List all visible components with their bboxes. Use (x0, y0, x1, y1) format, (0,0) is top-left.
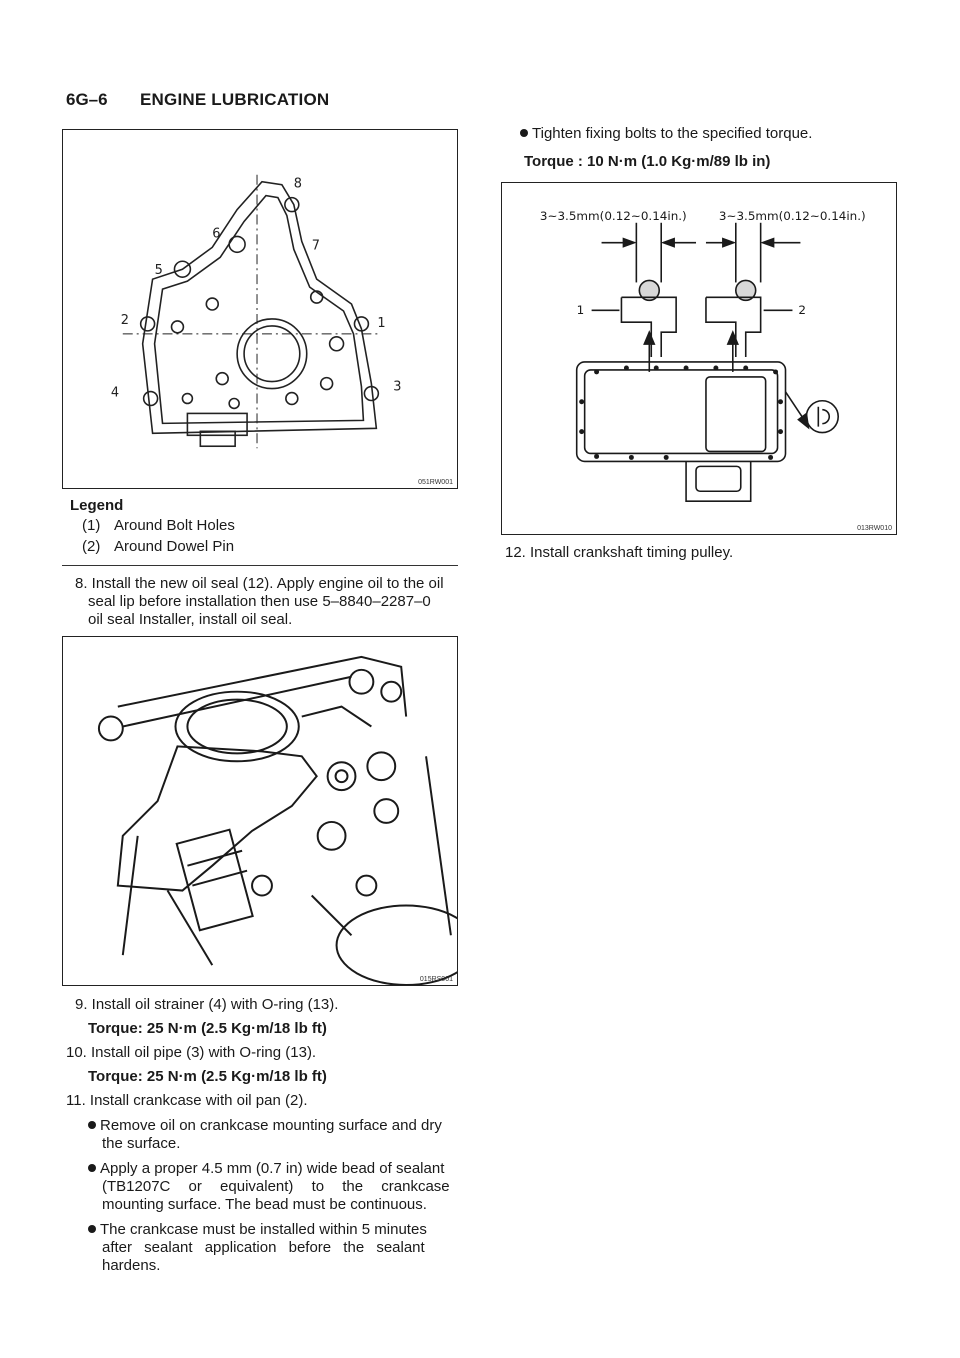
callout-1: 1 (377, 315, 386, 331)
step-11: 11. Install crankcase with oil pan (2). (66, 1092, 308, 1109)
bullet-text: after sealant application before the sealant (102, 1239, 425, 1256)
section-code: 6G–6 (66, 90, 108, 109)
page-title: ENGINE LUBRICATION (140, 90, 330, 109)
bullet-text: Remove oil on crankcase mounting surface and dry (100, 1117, 442, 1134)
step-10-torque: Torque: 25 N·m (2.5 Kg·m/18 lb ft) (88, 1068, 327, 1085)
callout-3: 3 (393, 379, 402, 395)
dim-label-left: 3~3.5mm(0.12~0.14in.) (539, 208, 687, 223)
crankcase-drawing (502, 183, 896, 534)
bullet-text: The crankcase must be installed within 5 minutes (100, 1221, 427, 1238)
bullet-text: mounting surface. The bead must be continuous. (102, 1196, 427, 1213)
callout-6: 6 (212, 226, 221, 242)
part-label-1: 1 (576, 303, 585, 318)
dim-label-right: 3~3.5mm(0.12~0.14in.) (718, 208, 866, 223)
figure-code: 015RS001 (419, 976, 453, 983)
bullet-icon (88, 1225, 96, 1233)
legend-divider (62, 565, 458, 566)
bullet-item (88, 1160, 444, 1178)
legend-item-num: (1) (82, 517, 101, 534)
bullet-icon (88, 1121, 96, 1129)
right-torque: Torque : 10 N·m (1.0 Kg·m/89 lb in) (524, 153, 771, 170)
callout-8: 8 (293, 176, 303, 192)
legend-title: Legend (70, 497, 124, 514)
oil-seal-drawing (63, 637, 457, 985)
bullet-item (88, 1117, 442, 1135)
legend-item-text: Around Dowel Pin (114, 538, 235, 555)
callout-2: 2 (120, 312, 129, 328)
step-12: 12. Install crankshaft timing pulley. (505, 544, 734, 561)
bullet-text: Apply a proper 4.5 mm (0.7 in) wide bead of sealant (100, 1160, 445, 1177)
bullet-text: (TB1207C or equivalent) to the crankcase (102, 1178, 450, 1195)
callout-4: 4 (110, 385, 120, 401)
figure-oil-seal-install (62, 636, 458, 986)
figure-code: 013RW010 (857, 525, 892, 532)
legend-item-text: Around Bolt Holes (114, 517, 235, 534)
bullet-text: Tighten fixing bolts to the specified torque. (532, 125, 813, 142)
step-9-torque: Torque: 25 N·m (2.5 Kg·m/18 lb ft) (88, 1020, 327, 1037)
step-8-line: seal lip before installation then use 5–8840–2287–0 (88, 593, 431, 610)
legend-item-num: (2) (82, 538, 101, 555)
step-9: 9. Install oil strainer (4) with O-ring (13). (75, 996, 339, 1013)
figure-crankcase-sealant (501, 182, 897, 535)
bullet-item (88, 1221, 427, 1239)
front-cover-drawing (63, 130, 457, 488)
bullet-icon (88, 1164, 96, 1172)
callout-7: 7 (311, 238, 320, 254)
part-label-2: 2 (798, 303, 807, 318)
callout-5: 5 (154, 263, 163, 279)
bullet-text: the surface. (102, 1135, 181, 1152)
bullet-item (520, 125, 812, 143)
bullet-text: hardens. (102, 1257, 161, 1274)
figure-front-cover (62, 129, 458, 489)
figure-code: 051RW001 (418, 479, 453, 486)
bullet-icon (520, 129, 528, 137)
step-10: 10. Install oil pipe (3) with O-ring (13). (66, 1044, 317, 1061)
step-8-line: oil seal Installer, install oil seal. (88, 611, 293, 628)
step-8-line: 8. Install the new oil seal (12). Apply engine oil to the oil (75, 575, 444, 592)
